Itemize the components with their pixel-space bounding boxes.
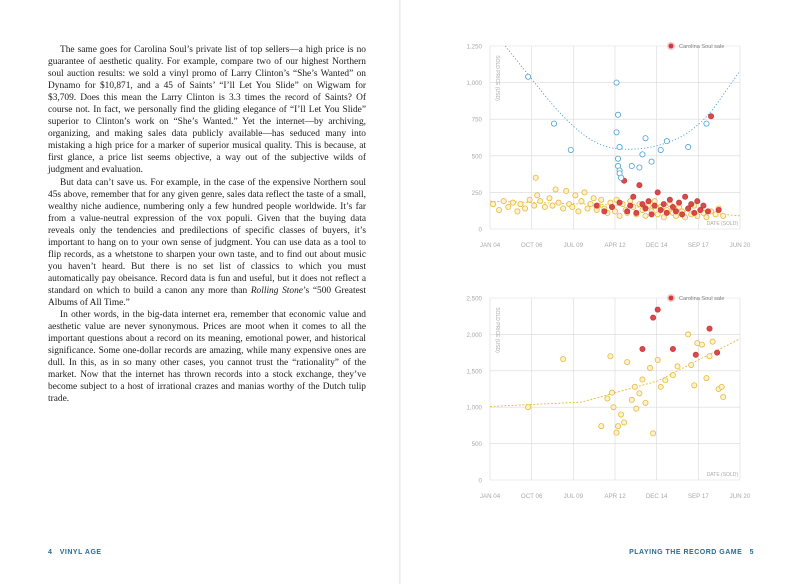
c2-point-yellow xyxy=(655,357,660,362)
c1-point-red xyxy=(646,199,651,204)
c1-point-yellow xyxy=(506,204,511,209)
c1-point-yellow xyxy=(617,213,622,218)
c1-point-blue xyxy=(614,80,619,85)
c2-point-yellow xyxy=(651,431,656,436)
c2-point-yellow xyxy=(704,375,709,380)
c1-point-red xyxy=(594,203,599,208)
c1-point-red xyxy=(625,209,630,214)
c2-point-yellow xyxy=(640,377,645,382)
c2-point-yellow xyxy=(526,405,531,410)
c1-point-yellow xyxy=(579,199,584,204)
c1-point-red xyxy=(683,194,688,199)
chart-bottom xyxy=(400,270,800,560)
c2-point-red xyxy=(655,307,660,312)
c2-point-yellow xyxy=(561,357,566,362)
c2-point-yellow xyxy=(670,373,675,378)
c1-point-red xyxy=(631,194,636,199)
c2-point-red xyxy=(715,350,720,355)
c1-point-yellow xyxy=(533,175,538,180)
c1-point-yellow xyxy=(515,209,520,214)
c1-point-blue xyxy=(618,175,623,180)
c1-point-blue xyxy=(614,130,619,135)
c2-point-red xyxy=(651,315,656,320)
c2-point-yellow xyxy=(689,362,694,367)
paragraph-2-italic: Rolling Stone xyxy=(250,285,303,296)
c1-point-blue xyxy=(664,139,669,144)
c1-point-red xyxy=(679,212,684,217)
c1-point-red xyxy=(689,202,694,207)
c1-point-yellow xyxy=(497,207,502,212)
c1-point-yellow xyxy=(501,199,506,204)
c1-point-blue xyxy=(637,165,642,170)
c2-y-tick-label: 1,000 xyxy=(466,404,482,412)
body-text xyxy=(48,44,366,405)
c2-point-yellow xyxy=(699,342,704,347)
c2-legend-marker xyxy=(668,295,674,301)
c1-point-red xyxy=(673,209,678,214)
c2-point-yellow xyxy=(611,405,616,410)
c1-point-red xyxy=(676,200,681,205)
c1-x-tick-label: JUL 09 xyxy=(563,242,584,249)
c1-point-red xyxy=(658,207,663,212)
c1-y-tick-label: 750 xyxy=(471,116,482,124)
c1-point-red xyxy=(643,206,648,211)
c1-point-yellow xyxy=(721,213,726,218)
c1-point-blue xyxy=(643,136,648,141)
c2-x-axis-title: DATE (SOLD) xyxy=(706,472,738,478)
c1-point-red xyxy=(637,182,642,187)
right-running-title: PLAYING THE RECORD GAME xyxy=(629,549,743,556)
c1-point-red xyxy=(705,209,710,214)
c2-point-red xyxy=(640,346,645,351)
c1-point-yellow xyxy=(591,196,596,201)
c2-x-tick-label: DEC 14 xyxy=(645,493,668,500)
c1-y-tick-label: 0 xyxy=(478,226,482,234)
c2-point-red xyxy=(707,326,712,331)
c1-point-yellow xyxy=(527,197,532,202)
c2-point-yellow xyxy=(609,390,614,395)
c2-legend-label: Carolina Soul sale xyxy=(679,296,725,303)
c2-y-tick-label: 1,500 xyxy=(466,368,482,376)
c1-y-axis-title: SOLD PRICE (USD) xyxy=(494,55,500,101)
c1-point-yellow xyxy=(704,215,709,220)
c1-point-yellow xyxy=(510,200,515,205)
c1-point-blue xyxy=(640,152,645,157)
c2-point-yellow xyxy=(605,396,610,401)
c1-point-yellow xyxy=(564,188,569,193)
c1-point-red xyxy=(655,190,660,195)
c1-x-tick-label: SEP 17 xyxy=(687,242,709,249)
c1-point-yellow xyxy=(547,196,552,201)
c2-point-yellow xyxy=(675,364,680,369)
c2-point-yellow xyxy=(647,365,652,370)
c2-point-yellow xyxy=(692,383,697,388)
c2-point-yellow xyxy=(643,400,648,405)
right-running-footer xyxy=(629,549,754,556)
c2-point-yellow xyxy=(615,424,620,429)
c2-point-red xyxy=(670,346,675,351)
c2-point-yellow xyxy=(719,384,724,389)
c1-x-tick-label: JUN 20 xyxy=(729,242,751,249)
c1-legend-label: Carolina Soul sale xyxy=(679,44,725,51)
c1-point-yellow xyxy=(556,200,561,205)
c2-point-yellow xyxy=(721,394,726,399)
c1-point-yellow xyxy=(599,197,604,202)
c1-point-yellow xyxy=(570,204,575,209)
right-page xyxy=(400,0,800,584)
c2-x-tick-label: SEP 17 xyxy=(687,493,709,500)
c2-x-tick-label: JAN 04 xyxy=(479,493,501,500)
c1-point-red xyxy=(628,203,633,208)
c2-x-tick-label: JUN 20 xyxy=(729,493,751,500)
c2-x-tick-label: APR 12 xyxy=(604,493,626,500)
c2-y-tick-label: 0 xyxy=(478,477,482,485)
c1-point-red xyxy=(695,199,700,204)
c1-point-blue xyxy=(615,112,620,117)
c2-point-yellow xyxy=(637,391,642,396)
c1-y-tick-label: 1,000 xyxy=(466,80,482,88)
c1-point-red xyxy=(708,114,713,119)
c1-point-blue xyxy=(617,144,622,149)
c2-point-yellow xyxy=(686,332,691,337)
c1-x-tick-label: DEC 14 xyxy=(645,242,668,249)
c1-point-yellow xyxy=(576,209,581,214)
c1-point-yellow xyxy=(550,203,555,208)
c1-point-red xyxy=(661,202,666,207)
c1-point-blue xyxy=(649,159,654,164)
c2-x-tick-label: JUL 09 xyxy=(563,493,584,500)
c1-trend-line-blue xyxy=(505,46,740,149)
c1-point-red xyxy=(692,210,697,215)
c1-y-tick-label: 1,250 xyxy=(466,43,482,51)
c2-y-tick-label: 500 xyxy=(471,441,482,449)
c2-point-yellow xyxy=(608,354,613,359)
left-running-footer xyxy=(48,549,102,556)
c1-legend-marker xyxy=(668,43,674,49)
c2-point-yellow xyxy=(658,384,663,389)
c2-point-yellow xyxy=(634,406,639,411)
c1-point-yellow xyxy=(582,190,587,195)
c1-point-red xyxy=(649,212,654,217)
c1-point-red xyxy=(609,204,614,209)
c1-point-blue xyxy=(551,121,556,126)
c2-point-yellow xyxy=(622,420,627,425)
c2-y-axis-title: SOLD PRICE (USD) xyxy=(494,307,500,353)
c2-y-tick-label: 2,000 xyxy=(466,331,482,339)
chart-top xyxy=(400,0,800,270)
c1-point-yellow xyxy=(532,203,537,208)
c2-point-yellow xyxy=(625,359,630,364)
c1-point-blue xyxy=(686,144,691,149)
c1-point-red xyxy=(716,207,721,212)
paragraph-1: The same goes for Carolina Soul’s private list of top sellers—a high price is no guarantee of aesthetic quality. For example, compare two of our highest Northern soul auction results: we sold a vinyl promo of Larry Clinton’s “She’s Wanted” on Dynamo for $10,871, and a 45 of Saints’ “I’ll Let You Slide” on Wigwam for $3,709. Does this mean the Larry Clinton is 3.3 times the record of Saints? Of course not. In fact, we personally find the gliding elegance of “I’ll Let You Slide” superior to Clinton’s work on “She’s Wanted.” Yet the internet—by archiving, organizing, and making sales data publicly available—has seduced many into mistaking a high price for a marker of superior musical quality. This is because, at first glance, a price list seems objective, a way out of the subjective wilds of judgment and evaluation. xyxy=(48,45,366,176)
c1-point-red xyxy=(602,209,607,214)
c1-point-red xyxy=(617,200,622,205)
paragraph-3: In other words, in the big-data internet era, remember that economic value and aesthetic value are never synonymous. Prices are moot when it comes to all the important questions about a record on its meaning, emotional power, and historical significance. Some one-dollar records are amazing, while many expensive ones are dull. In this, as in so many other cases, you cannot trust the “rationality” of the market. Now that the internet has thrown records into a stock exchange, they’ve become subject to a host of irrational crazes and manias worthy of the Dutch tulip trade. xyxy=(48,310,366,405)
c1-point-blue xyxy=(704,121,709,126)
c1-point-yellow xyxy=(538,199,543,204)
c1-x-tick-label: OCT 06 xyxy=(520,242,543,249)
c1-point-blue xyxy=(526,74,531,79)
c1-point-yellow xyxy=(522,206,527,211)
c1-point-yellow xyxy=(588,202,593,207)
c1-point-yellow xyxy=(542,204,547,209)
c2-point-red xyxy=(693,352,698,357)
c1-point-red xyxy=(652,203,657,208)
c1-point-red xyxy=(667,197,672,202)
c1-point-yellow xyxy=(643,213,648,218)
c1-point-yellow xyxy=(490,202,495,207)
c1-point-yellow xyxy=(518,202,523,207)
c1-point-blue xyxy=(568,147,573,152)
c1-x-tick-label: JAN 04 xyxy=(479,242,501,249)
c2-point-yellow xyxy=(618,412,623,417)
c1-point-blue xyxy=(629,163,634,168)
right-folio: 5 xyxy=(749,549,754,556)
c1-point-red xyxy=(664,210,669,215)
left-running-title: VINYL AGE xyxy=(59,549,102,556)
c2-point-yellow xyxy=(710,339,715,344)
c2-y-tick-label: 2,500 xyxy=(466,295,482,303)
c1-point-blue xyxy=(615,156,620,161)
c1-point-yellow xyxy=(535,193,540,198)
c1-y-tick-label: 500 xyxy=(471,153,482,161)
c1-point-yellow xyxy=(561,206,566,211)
paragraph-2-text: But data can’t save us. For example, in the case of the expensive Northern soul 45s above, remember that for any given genre, sales data reflect the taste of a small, wealthy niche audience, numbering only a few hundred people worldwide. It’s far from a value-neutral expression of the vox populi. Given that the buying data reveals only the tendencies and predilections of specific classes of buyers, it’s important to hang on to your own sense of judgment. You can use data as a tool to flip records, as a whetstone to sharpen your own taste, and to find out about music you haven’t heard. But there is no set list of classics to which you must automatically pay obeisance. Record data is fun and useful, but it does not reflect a standard on which to build a canon any more than xyxy=(48,177,366,296)
c1-point-red xyxy=(634,210,639,215)
c1-point-yellow xyxy=(553,187,558,192)
c1-x-tick-label: APR 12 xyxy=(604,242,626,249)
paragraph-2-text-end: ’s “500 Greatest Albums of All Time.” xyxy=(48,285,366,308)
c2-point-yellow xyxy=(614,430,619,435)
c1-y-tick-label: 250 xyxy=(471,189,482,197)
c2-x-tick-label: OCT 06 xyxy=(520,493,543,500)
c2-point-yellow xyxy=(663,378,668,383)
left-folio: 4 xyxy=(48,549,53,556)
c1-point-red xyxy=(701,203,706,208)
c1-point-yellow xyxy=(573,193,578,198)
c2-point-yellow xyxy=(599,424,604,429)
c2-point-yellow xyxy=(629,397,634,402)
c1-point-blue xyxy=(658,147,663,152)
paragraph-2 xyxy=(48,177,366,310)
c2-point-yellow xyxy=(707,354,712,359)
c2-point-yellow xyxy=(632,384,637,389)
c1-x-axis-title: DATE (SOLD) xyxy=(706,221,738,227)
